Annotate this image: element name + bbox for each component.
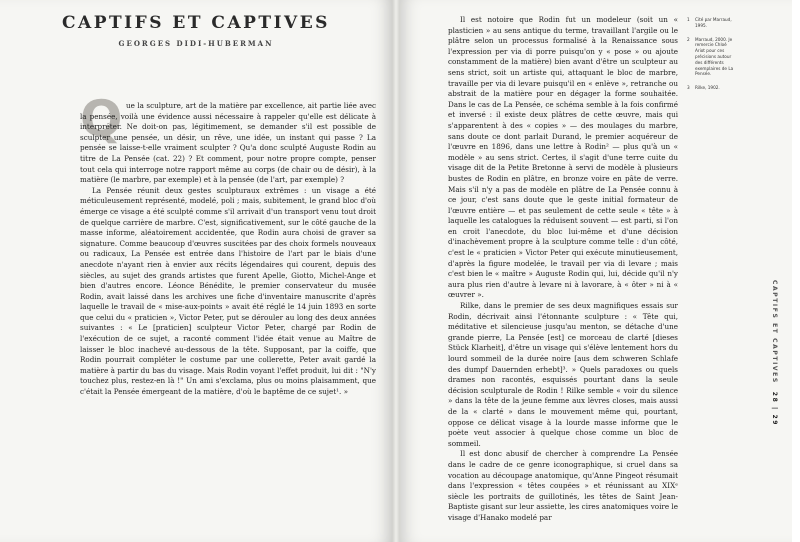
footnote-number: 2: [687, 36, 690, 42]
drop-cap: Q: [80, 90, 123, 148]
footnote-2: [687, 37, 737, 78]
margin-notes: [687, 17, 737, 99]
footnote-text: Rilke, 1902.: [695, 85, 720, 91]
paragraph-3: Il est notoire que Rodin fut un modeleur (soit un « plasticien » au sens antique du terme, travaillant l'argile ou le plâtre selon un processus formalisé à la Renaissance sous l'expression per via di porre puisqu'on y « pose » ou ajoute constamment de la matière) bien avant d'être un sculpteur au sens strict, soit un artiste qui, attaquant le bloc de marbre, travaille per via di levare puisqu'il en « enlève », retranche ou abstrait de la matière pour en dégager la forme souhaitée. Dans le cas de La Pensée, ce schéma semble à la fois confirmé et inversé : il existe deux plâtres de cette œuvre, mais qui s'apparentent à des « copies » — des moulages du marbre, sans doute ce dont parlait Durand, le premier acquéreur de l'œuvre en 1896, dans une lettre à Rodin² — plus qu'à un « modèle » au sens strict. Certes, il s'agit d'une terre cuite du visage dit de la Petite Bretonne à servi de modèle à plusieurs bustes de Rodin en plâtre, en bronze voire en pâte de verre. Mais s'il n'y a pas de modèle en plâtre de La Pensée connu à ce jour, c'est sans doute que le geste initial formateur de l'œuvre entière — et pas seulement de cette seule « tête » à laquelle les catalogues la réduisent souvent — est parti, si l'on en croit l'anecdote, du bloc lui-même et d'une décision d'inachèvement propre à la sculpture comme telle : d'un côté, c'est le « praticien » Victor Peter qui exécute minutieusement, d'après la figure modelée, le travail per via di levare ; mais c'est bien le « maître » Auguste Rodin qui, lui, décide qu'il n'y aura plus rien d'autre à levare ni à lavorare, à « ôter » ni à « œuvrer ».: [448, 15, 678, 300]
paragraph-1: [80, 101, 376, 186]
paragraph-2: La Pensée réunit deux gestes sculpturaux extrêmes : un visage a été méticuleusement représenté, modelé, poli ; mais, subitement, le grand bloc d'où émerge ce visage a été sculpté comme s'il arrivait d'un transport venu tout droit de quelque carrière de marbre. C'est, significativement, sur le côté gauche de la masse informe, aléatoirement accidentée, que Rodin aura choisi de graver sa signature. Comme beaucoup d'œuvres suscitées par des choix formels nouveaux ou radicaux, La Pensée est entrée dans l'histoire de l'art par le biais d'une anecdote n'ayant rien à envier aux récits légendaires qui courent, depuis des siècles, au sujet des grands artistes que furent Apelle, Giotto, Michel-Ange et bien d'autres encore. Léonce Bénédite, le premier conservateur du musée Rodin, avait laissé dans les archives une fiche d'inventaire manuscrite d'après laquelle le travail de « mise-aux-points » avait été réglé le 14 juin 1893 en sorte que celui du « praticien », Victor Peter, put se dérouler au long des deux années suivantes : « Le [praticien] sculpteur Victor Peter, chargé par Rodin de l'exécution de ce sujet, a raconté comment l'idée était venue au Maître de laisser le bloc inachevé au-dessous de la tête. Supposant, par la coiffe, que Rodin pourrait compléter le costume par une collerette, Peter avait gardé la matière à partir du bas du visage. Mais Rodin voyant l'effet produit, lui dit : "N'y touchez plus, restez-en là !" Un ami s'exclama, plus ou moins plaisamment, que c'était la Pensée émergeant de la matière, d'où le baptême de ce sujet¹. »: [80, 185, 376, 397]
page-numbers: 28 | 29: [771, 391, 778, 427]
running-head: [771, 280, 778, 426]
footnote-3: [687, 85, 737, 91]
footnote-text: Marraud, 2000. Je remercie Chloé Ariot pour ces précisions autour des différents exemplaires de La Pensée.: [695, 36, 734, 77]
essay-title: CAPTIFS ET CAPTIVES: [62, 13, 330, 33]
essay-author: GEORGES DIDI-HUBERMAN: [118, 39, 274, 48]
book-gutter: [392, 0, 400, 542]
footnote-text: Cité par Marraud, 1995.: [695, 17, 732, 28]
left-column: [80, 101, 376, 398]
paragraph-1-text: ue la sculpture, art de la matière par excellence, ait partie liée avec la pensée, voilà une évidence aussi nécessaire à rappeler qu'elle est délicate à interpréter. Ne doit-on pas, légitimement, se demander s'il est possible de sculpter une pensée, un désir, un rêve, une idée, un instant qui passe ? La pensée se laisse-t-elle vraiment sculpter ? Qu'a donc sculpté Auguste Rodin au titre de La Pensée (cat. 22) ? Et comment, pour notre propre compte, penser tout cela qui interroge notre rapport même au corps (de chair ou de désir), à la matière (le marbre, par exemple) et à la pensée (de l'art, par exemple) ?: [80, 101, 376, 185]
paragraph-5: Il est donc abusif de chercher à comprendre La Pensée dans le cadre de ce genre iconographique, si cruel dans sa vocation au découpage anatomique, qu'Anne Pingeot résumait dans l'expression « têtes coupées » et réunissant au XIXᵉ siècle les portraits de guillotinés, les têtes de Saint Jean-Baptiste gisant sur leur assiette, les cires anatomiques voire le visage d'Hanako modelé par: [448, 449, 678, 522]
footnote-number: 3: [687, 85, 690, 91]
footnote-1: [687, 17, 737, 29]
running-head-title: CAPTIFS ET CAPTIVES: [771, 280, 778, 384]
paragraph-4: Rilke, dans le premier de ses deux magnifiques essais sur Rodin, décrivait ainsi l'étonnante sculpture : « Tête qui, méditative et silencieuse jusqu'au menton, se détache d'une grande pierre, La Pensée [est] ce morceau de clarté [dieses Stück Klarheit], d'être un visage qui s'élève lentement hors du lourd sommeil de la durée noire [aus dem schweren Schlafe des dumpf Dauernden erhebt]³. » Quels paradoxes ou quels drames non racontés, esquissés pourtant dans la seule décision sculpturale de Rodin ! Rilke semble « voir du silence » dans la tête de la jeune femme aux lèvres closes, mais aussi de la « clarté » dans le mouvement même qui, pourtant, oppose ce délicat visage à la lourde masse informe que le poète veut associer à quelque chose comme un bloc de sommeil.: [448, 301, 678, 448]
right-column: [448, 15, 678, 524]
footnote-number: 1: [687, 17, 690, 22]
